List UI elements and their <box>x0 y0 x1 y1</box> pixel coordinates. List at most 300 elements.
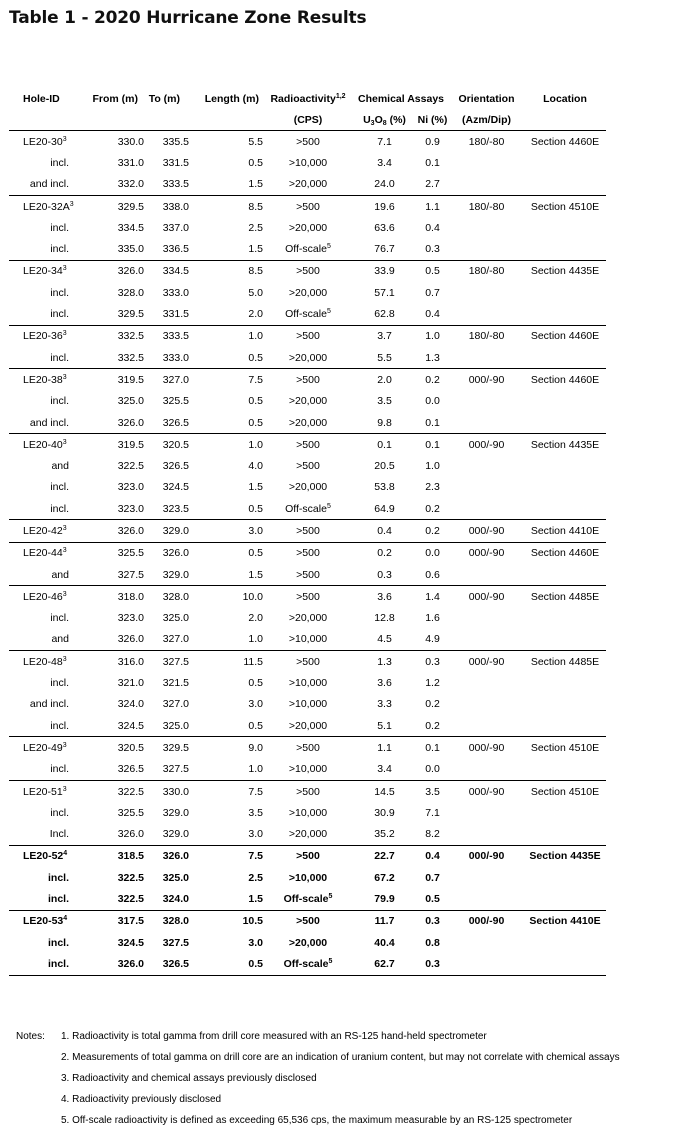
interval-qualifier-cell <box>9 888 76 910</box>
table-row <box>9 325 606 347</box>
header-u3o8-o: O <box>374 113 383 126</box>
interval-qualifier-cell <box>9 564 76 586</box>
header-radioactivity-footnote: 1,2 <box>335 92 346 100</box>
orientation-value <box>449 888 524 910</box>
u3o8-value: 79.9 <box>374 893 395 906</box>
to-value: 329.0 <box>162 828 189 841</box>
location-value: Section 4460E <box>524 542 606 564</box>
interval-qualifier-cell <box>9 629 76 651</box>
location-value <box>524 303 606 325</box>
ni-value: 0.0 <box>416 542 449 564</box>
ni-value: 0.5 <box>425 893 440 906</box>
hole-id-text: LE20-42 <box>23 524 63 537</box>
radioactivity-text: >10,000 <box>288 677 328 690</box>
to-value: 327.0 <box>162 698 189 711</box>
u3o8-value: 0.1 <box>353 434 416 456</box>
hole-id-cell <box>9 780 76 802</box>
header-u3o8-unit: (%) <box>386 113 406 126</box>
radioactivity-text: Off-scale <box>285 502 327 515</box>
interval-qualifier-cell <box>9 217 76 238</box>
orientation-value <box>449 238 524 260</box>
radioactivity-text: >20,000 <box>288 719 328 732</box>
to-value: 326.5 <box>162 460 189 473</box>
u3o8-value: 64.9 <box>374 502 395 515</box>
footnote-marker: 4 <box>63 915 68 923</box>
hole-group <box>9 910 606 975</box>
hole-id-text: incl. <box>47 936 69 949</box>
table-row <box>9 586 606 608</box>
location-value <box>524 391 606 412</box>
header-ni: Ni (%) <box>416 109 449 131</box>
radioactivity-value <box>263 737 353 759</box>
orientation-value: 180/-80 <box>449 195 524 217</box>
interval-qualifier-cell <box>9 715 76 737</box>
table-row <box>9 217 606 238</box>
ni-value: 0.3 <box>416 910 449 932</box>
length-value: 3.0 <box>248 828 263 841</box>
ni-value: 0.1 <box>425 416 440 429</box>
radioactivity-text: >20,000 <box>288 481 328 494</box>
to-value: 329.5 <box>144 737 189 759</box>
hole-id-text: incl. <box>50 243 69 256</box>
u3o8-value: 3.5 <box>377 395 392 408</box>
hole-id-text: incl. <box>50 156 69 169</box>
hole-id-text: and <box>51 568 69 581</box>
interval-qualifier-cell <box>9 672 76 693</box>
radioactivity-value <box>263 477 353 498</box>
table-row <box>9 564 606 586</box>
to-value: 325.5 <box>162 395 189 408</box>
length-value: 10.5 <box>189 910 263 932</box>
location-value <box>524 564 606 586</box>
length-value: 7.5 <box>189 845 263 867</box>
interval-qualifier-cell <box>9 759 76 781</box>
header-chemical-assays: Chemical Assays <box>358 92 444 105</box>
from-value: 324.5 <box>117 936 144 949</box>
table-row <box>9 953 606 975</box>
from-value: 327.5 <box>117 568 144 581</box>
results-table <box>9 88 606 976</box>
hole-id-text: LE20-48 <box>23 655 63 668</box>
radioactivity-value <box>263 953 353 975</box>
location-value <box>524 217 606 238</box>
from-value: 331.0 <box>117 156 144 169</box>
orientation-value <box>449 498 524 520</box>
orientation-value: 000/-90 <box>449 651 524 673</box>
length-value: 1.0 <box>248 633 263 646</box>
hole-id-text: incl. <box>50 308 69 321</box>
orientation-value: 180/-80 <box>449 325 524 347</box>
interval-qualifier-cell <box>9 867 76 888</box>
ni-value: 2.7 <box>425 178 440 191</box>
location-value <box>524 715 606 737</box>
u3o8-value: 76.7 <box>374 243 395 256</box>
length-value: 0.5 <box>248 395 263 408</box>
table-row <box>9 347 606 369</box>
radioactivity-value <box>263 391 353 412</box>
radioactivity-text: >500 <box>296 590 320 603</box>
hole-id-text: incl. <box>50 481 69 494</box>
to-value: 328.0 <box>144 586 189 608</box>
to-value: 327.0 <box>144 369 189 391</box>
location-value <box>524 238 606 260</box>
location-value <box>524 953 606 975</box>
hole-id-text: LE20-32A <box>23 200 70 213</box>
ni-value: 0.2 <box>416 520 449 542</box>
from-value: 329.5 <box>117 308 144 321</box>
table-row <box>9 608 606 629</box>
footnote-marker: 3 <box>62 547 67 555</box>
footnote-marker: 4 <box>63 850 68 858</box>
footnote-marker: 5 <box>326 243 331 251</box>
from-value: 319.5 <box>76 369 144 391</box>
orientation-value: 000/-90 <box>449 910 524 932</box>
to-value: 337.0 <box>162 221 189 234</box>
location-value: Section 4510E <box>524 195 606 217</box>
location-value: Section 4510E <box>524 780 606 802</box>
orientation-value <box>449 564 524 586</box>
footnote-marker: 5 <box>326 308 331 316</box>
u3o8-value: 11.7 <box>353 910 416 932</box>
radioactivity-value <box>263 542 353 564</box>
footnote-marker: 3 <box>62 135 67 143</box>
from-value: 326.5 <box>117 763 144 776</box>
radioactivity-text: >20,000 <box>288 221 328 234</box>
radioactivity-text: >500 <box>296 135 320 148</box>
table-header <box>9 88 606 131</box>
to-value: 325.0 <box>162 612 189 625</box>
radioactivity-text: >500 <box>296 373 320 386</box>
radioactivity-text: >500 <box>296 850 320 863</box>
from-value: 324.5 <box>117 719 144 732</box>
orientation-value: 000/-90 <box>449 586 524 608</box>
length-value: 3.0 <box>248 698 263 711</box>
location-value <box>524 629 606 651</box>
radioactivity-text: >500 <box>296 460 320 473</box>
length-value: 1.0 <box>248 763 263 776</box>
radioactivity-value <box>263 910 353 932</box>
footnote-marker: 5 <box>328 893 333 901</box>
radioactivity-text: >500 <box>296 915 320 928</box>
ni-value: 0.1 <box>416 737 449 759</box>
header-u3o8-u: U <box>363 113 371 126</box>
u3o8-value: 67.2 <box>374 871 395 884</box>
length-value: 2.5 <box>248 871 263 884</box>
header-u3o8-sub2: 8 <box>382 119 387 127</box>
hole-id-text: LE20-34 <box>23 265 63 278</box>
radioactivity-text: >500 <box>296 785 320 798</box>
footnote-marker: 3 <box>62 741 67 749</box>
to-value: 327.5 <box>162 936 189 949</box>
from-value: 332.0 <box>117 178 144 191</box>
ni-value: 2.3 <box>425 481 440 494</box>
ni-value: 0.5 <box>416 260 449 282</box>
to-value: 324.0 <box>162 893 189 906</box>
orientation-value: 000/-90 <box>449 434 524 456</box>
from-value: 324.0 <box>117 698 144 711</box>
note-item: 1. Radioactivity is total gamma from drill core measured with an RS-125 hand-held spectrometer <box>61 1031 487 1042</box>
hole-group <box>9 260 606 325</box>
location-value <box>524 412 606 434</box>
u3o8-value: 12.8 <box>374 612 395 625</box>
table-row <box>9 498 606 520</box>
location-value <box>524 672 606 693</box>
hole-id-cell <box>9 325 76 347</box>
hole-group <box>9 520 606 542</box>
table-row <box>9 888 606 910</box>
table-row <box>9 303 606 325</box>
location-value: Section 4435E <box>524 260 606 282</box>
radioactivity-value <box>263 651 353 673</box>
length-value: 0.5 <box>248 502 263 515</box>
radioactivity-value <box>263 932 353 953</box>
orientation-value: 000/-90 <box>449 542 524 564</box>
to-value: 338.0 <box>144 195 189 217</box>
radioactivity-value <box>263 586 353 608</box>
to-value: 323.5 <box>162 502 189 515</box>
radioactivity-text: Off-scale <box>285 308 327 321</box>
radioactivity-value <box>263 131 353 153</box>
table-row <box>9 932 606 953</box>
length-value: 11.5 <box>189 651 263 673</box>
location-value <box>524 608 606 629</box>
interval-qualifier-cell <box>9 282 76 303</box>
u3o8-value: 19.6 <box>353 195 416 217</box>
orientation-value <box>449 455 524 476</box>
length-value: 2.5 <box>248 221 263 234</box>
orientation-value <box>449 629 524 651</box>
hole-id-text: Incl. <box>49 828 69 841</box>
interval-qualifier-cell <box>9 477 76 498</box>
orientation-value <box>449 802 524 823</box>
ni-value: 0.2 <box>425 502 440 515</box>
location-value: Section 4410E <box>524 520 606 542</box>
length-value: 0.5 <box>248 156 263 169</box>
u3o8-value: 3.6 <box>377 677 392 690</box>
from-value: 326.0 <box>117 416 144 429</box>
radioactivity-text: Off-scale <box>283 957 329 970</box>
header-to: To (m) <box>148 92 180 105</box>
u3o8-value: 22.7 <box>353 845 416 867</box>
radioactivity-text: Off-scale <box>283 893 329 906</box>
ni-value: 0.2 <box>416 369 449 391</box>
note-item: 2. Measurements of total gamma on drill core are an indication of uranium content, but may not correlate with chemical assays <box>61 1052 620 1063</box>
note-item: 3. Radioactivity and chemical assays previously disclosed <box>61 1073 317 1084</box>
footnote-marker: 3 <box>62 590 67 598</box>
location-value: Section 4435E <box>524 845 606 867</box>
u3o8-value: 63.6 <box>374 221 395 234</box>
radioactivity-value <box>263 217 353 238</box>
orientation-value: 000/-90 <box>449 369 524 391</box>
from-value: 325.5 <box>117 806 144 819</box>
orientation-value <box>449 608 524 629</box>
radioactivity-value <box>263 672 353 693</box>
u3o8-value: 3.4 <box>377 763 392 776</box>
hole-group <box>9 131 606 196</box>
orientation-value: 000/-90 <box>449 520 524 542</box>
u3o8-value: 57.1 <box>374 286 395 299</box>
hole-group <box>9 845 606 910</box>
hole-id-text: LE20-36 <box>23 330 63 343</box>
table-row <box>9 694 606 715</box>
location-value: Section 4435E <box>524 434 606 456</box>
radioactivity-value <box>263 434 353 456</box>
radioactivity-text: >500 <box>296 265 320 278</box>
table-row <box>9 542 606 564</box>
to-value: 326.5 <box>162 416 189 429</box>
orientation-value <box>449 759 524 781</box>
hole-group <box>9 325 606 369</box>
length-value: 0.5 <box>248 719 263 732</box>
hole-group <box>9 195 606 260</box>
ni-value: 0.1 <box>425 156 440 169</box>
u3o8-value: 62.7 <box>353 953 416 975</box>
radioactivity-value <box>263 260 353 282</box>
table-row <box>9 780 606 802</box>
length-value: 10.0 <box>189 586 263 608</box>
location-value <box>524 867 606 888</box>
header-radioactivity <box>263 88 353 109</box>
orientation-value <box>449 152 524 173</box>
orientation-value <box>449 412 524 434</box>
from-value: 322.5 <box>117 460 144 473</box>
to-value: 326.0 <box>144 845 189 867</box>
table-title: Table 1 - 2020 Hurricane Zone Results <box>9 8 367 28</box>
u3o8-value: 9.8 <box>377 416 392 429</box>
radioactivity-text: >20,000 <box>288 286 328 299</box>
footnote-marker: 3 <box>62 265 67 273</box>
length-value: 1.5 <box>248 893 263 906</box>
u3o8-value: 5.5 <box>377 351 392 364</box>
ni-value: 1.1 <box>416 195 449 217</box>
from-value: 335.0 <box>117 243 144 256</box>
ni-value: 0.4 <box>416 845 449 867</box>
from-value: 317.5 <box>76 910 144 932</box>
to-value: 325.0 <box>162 871 189 884</box>
to-value: 327.5 <box>162 763 189 776</box>
header-length: Length (m) <box>204 92 259 105</box>
u3o8-value: 20.5 <box>374 460 395 473</box>
hole-id-text: incl. <box>50 719 69 732</box>
ni-value: 0.6 <box>425 568 440 581</box>
radioactivity-text: >500 <box>296 741 320 754</box>
ni-value: 1.0 <box>425 460 440 473</box>
u3o8-value: 62.8 <box>374 308 395 321</box>
radioactivity-text: >20,000 <box>288 936 328 949</box>
from-value: 334.5 <box>117 221 144 234</box>
hole-id-text: LE20-38 <box>23 373 63 386</box>
hole-group <box>9 586 606 651</box>
table-row <box>9 737 606 759</box>
from-value: 330.0 <box>76 131 144 153</box>
header-radioactivity-unit: (CPS) <box>263 109 353 131</box>
to-value: 329.0 <box>162 806 189 819</box>
to-value: 326.5 <box>144 953 189 975</box>
footnote-marker: 3 <box>62 438 67 446</box>
ni-value: 1.2 <box>425 677 440 690</box>
hole-id-cell <box>9 260 76 282</box>
u3o8-value: 40.4 <box>374 936 395 949</box>
table-row <box>9 845 606 867</box>
hole-id-text: incl. <box>47 871 69 884</box>
to-value: 334.5 <box>144 260 189 282</box>
interval-qualifier-cell <box>9 498 76 520</box>
location-value <box>524 282 606 303</box>
to-value: 327.0 <box>162 633 189 646</box>
length-value: 7.5 <box>189 369 263 391</box>
location-value: Section 4510E <box>524 737 606 759</box>
to-value: 336.5 <box>162 243 189 256</box>
ni-value: 0.8 <box>425 936 440 949</box>
hole-id-text: incl. <box>47 893 69 906</box>
notes-label: Notes: <box>16 1031 45 1042</box>
length-value: 0.5 <box>248 351 263 364</box>
hole-id-text: incl. <box>50 502 69 515</box>
ni-value: 7.1 <box>425 806 440 819</box>
from-value: 318.5 <box>76 845 144 867</box>
hole-id-text: LE20-49 <box>23 741 63 754</box>
note-item: 4. Radioactivity previously disclosed <box>61 1094 222 1105</box>
radioactivity-value <box>263 174 353 196</box>
radioactivity-value <box>263 694 353 715</box>
hole-group <box>9 737 606 781</box>
orientation-value <box>449 282 524 303</box>
to-value: 333.5 <box>144 325 189 347</box>
hole-id-cell <box>9 131 76 153</box>
radioactivity-text: >500 <box>296 200 320 213</box>
u3o8-value: 1.3 <box>353 651 416 673</box>
hole-id-text: incl. <box>50 395 69 408</box>
from-value: 326.0 <box>117 633 144 646</box>
interval-qualifier-cell <box>9 347 76 369</box>
orientation-value <box>449 217 524 238</box>
from-value: 323.0 <box>117 612 144 625</box>
radioactivity-value <box>263 888 353 910</box>
hole-group <box>9 434 606 520</box>
u3o8-value: 35.2 <box>374 828 395 841</box>
length-value: 1.5 <box>248 243 263 256</box>
location-value <box>524 498 606 520</box>
from-value: 326.0 <box>76 260 144 282</box>
radioactivity-value <box>263 347 353 369</box>
orientation-value: 000/-90 <box>449 737 524 759</box>
orientation-value <box>449 303 524 325</box>
location-value <box>524 888 606 910</box>
length-value: 1.5 <box>248 178 263 191</box>
ni-value: 0.2 <box>425 698 440 711</box>
radioactivity-value <box>263 564 353 586</box>
length-value: 0.5 <box>248 416 263 429</box>
from-value: 328.0 <box>117 286 144 299</box>
note-item: 5. Off-scale radioactivity is defined as exceeding 65,536 cps, the maximum measurable by an RS-125 spectrometer <box>61 1115 573 1126</box>
from-value: 323.0 <box>117 481 144 494</box>
header-u3o8 <box>353 109 416 131</box>
table-row <box>9 455 606 476</box>
radioactivity-value <box>263 369 353 391</box>
table-row <box>9 715 606 737</box>
from-value: 321.0 <box>117 677 144 690</box>
from-value: 326.0 <box>76 953 144 975</box>
footnote-marker: 3 <box>62 785 67 793</box>
hole-id-text: and incl. <box>29 416 69 429</box>
table-row <box>9 391 606 412</box>
u3o8-value: 53.8 <box>374 481 395 494</box>
u3o8-value: 1.1 <box>353 737 416 759</box>
table-row <box>9 867 606 888</box>
to-value: 321.5 <box>162 677 189 690</box>
from-value: 332.5 <box>76 325 144 347</box>
header-row <box>9 88 606 109</box>
